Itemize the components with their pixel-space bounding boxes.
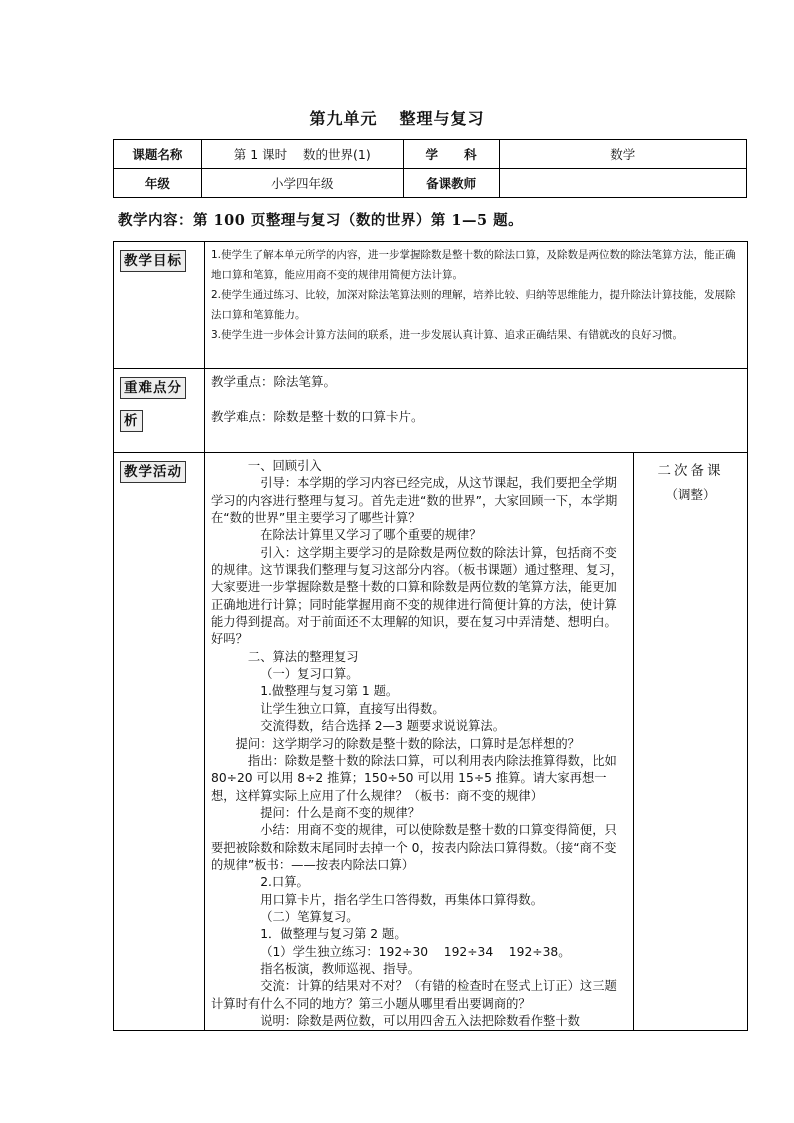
label-grade: 年级 xyxy=(114,169,202,198)
keys-cell xyxy=(205,369,748,453)
activity-line: 交流得数，结合选择 2—3 题要求说说算法。 xyxy=(260,719,505,734)
activity-line: 小结：用商不变的规律，可以使除数是整十数的口算变得简便，只要把被除数和除数末尾同时去掉一个 0，按表内除法口算得数。（接“商不变的规律”板书：——按表内除法口算） xyxy=(211,823,617,872)
teaching-content: 教学内容：第 100 页整理与复习（数的世界）第 1—5 题。 xyxy=(118,212,524,229)
label-subject: 学 科 xyxy=(403,140,499,169)
goal-item: 3.使学生进一步体会计算方法间的联系，进一步发展认真计算、追求正确结果、有错就改的良好习惯。 xyxy=(211,329,684,341)
activity-line: 让学生独立口算，直接写出得数。 xyxy=(260,701,445,716)
activity-cell xyxy=(205,453,634,1031)
activity-tag-cell xyxy=(114,453,205,1031)
activity-line: 说明：除数是两位数，可以用四舍五入法把除数看作整十数 xyxy=(260,1014,580,1028)
activity-line: 二、算法的整理复习 xyxy=(247,649,359,664)
activity-line: 引入：这学期主要学习的是除数是两位数的除法计算，包括商不变的规律。这节课我们整理与复习这部分内容。（板书课题）通过整理、复习，大家要进一步掌握除数是整十数的口算和除数是两位数的笔算方法，能更加正确地进行计算；同时能掌握用商不变的规律进行简便计算的方法，使计算能力得到提高。对于前面还不太理解的知识，要在复习中弄清楚、想明白。好吗？ xyxy=(211,545,623,647)
activity-line: （二）笔算复习。 xyxy=(260,909,359,924)
label-teacher: 备课教师 xyxy=(403,169,499,198)
activity-line: 引导：本学期的学习内容已经完成，从这节课起，我们要把全学期学习的内容进行整理与复习。首先走进“数的世界”，大家回顾一下，本学期在“数的世界”里主要学习了哪些计算？ xyxy=(211,476,618,526)
key-point: 教学重点：除法笔算。 xyxy=(211,374,337,389)
activity-line: （一）复习口算。 xyxy=(260,667,359,682)
page-title xyxy=(0,106,794,129)
lesson-info-table xyxy=(113,139,747,198)
goals-tag-cell xyxy=(114,242,205,369)
activity-line: （1）学生独立练习：192÷30 192÷34 192÷38。 xyxy=(260,944,571,959)
activity-row xyxy=(114,453,748,1031)
difficult-point: 教学难点：除数是整十数的口算卡片。 xyxy=(211,409,424,424)
goals-cell xyxy=(205,242,748,369)
keys-row xyxy=(114,369,748,453)
value-grade: 小学四年级 xyxy=(201,169,403,198)
goal-item: 1.使学生了解本单元所学的内容，进一步掌握除数是整十数的除法口算，及除数是两位数的除法笔算方法，能正确地口算和笔算，能应用商不变的规律用简便方法计算。 xyxy=(211,249,736,281)
activity-line: 1.做整理与复习第 1 题。 xyxy=(260,684,399,699)
keys-tag-line2: 析 xyxy=(120,410,143,432)
value-subject: 数学 xyxy=(499,140,746,169)
label-course: 课题名称 xyxy=(114,140,202,169)
info-row-grade xyxy=(114,169,747,198)
unit-subtitle: 整理与复习 xyxy=(399,109,485,128)
goals-tag: 教学目标 xyxy=(120,250,186,272)
activity-line: 交流：计算的结果对不对？（有错的检查时在竖式上订正）这三题计算时有什么不同的地方？第三小题从哪里看出要调商的？ xyxy=(211,979,617,1011)
activity-line: 1．做整理与复习第 2 题。 xyxy=(260,927,407,942)
second-prep-cell xyxy=(634,453,748,1031)
activity-line: 2.口算。 xyxy=(260,875,309,890)
activity-line: 用口算卡片，指名学生口答得数，再集体口算得数。 xyxy=(260,892,544,907)
goals-row xyxy=(114,242,748,369)
activity-line: 在除法计算里又学习了哪个重要的规律？ xyxy=(260,528,482,543)
lesson-plan-table xyxy=(113,241,748,1031)
value-course: 第 1 课时 数的世界(1) xyxy=(201,140,403,169)
info-row-course xyxy=(114,140,747,169)
value-teacher xyxy=(499,169,746,198)
activity-line: 指名板演，教师巡视、指导。 xyxy=(260,961,421,976)
keys-tag-cell xyxy=(114,369,205,453)
goal-item: 2.使学生通过练习、比较，加深对除法笔算法则的理解，培养比较、归纳等思维能力，提升除法计算技能，发展除法口算和笔算能力。 xyxy=(211,289,736,321)
activity-line: 提问：什么是商不变的规律？ xyxy=(260,805,421,820)
keys-tag-line1: 重难点分 xyxy=(120,377,186,399)
activity-line: 提问：这学期学习的除数是整十数的除法，口算时是怎样想的？ xyxy=(235,736,580,751)
second-prep-sub: （调整） xyxy=(665,487,716,502)
activity-tag: 教学活动 xyxy=(120,461,186,483)
unit-title: 第九单元 xyxy=(309,109,378,128)
activity-line: 指出：除数是整十数的除法口算，可以利用表内除法推算得数，比如 80÷20 可以用 8÷2 推算；150÷50 可以用 15÷5 推算。请大家再想一想，这样算实际上应用了什么规律？（板书：商不变的规律） xyxy=(211,753,617,803)
activity-line: 一、回顾引入 xyxy=(247,459,322,473)
second-prep-label: 二次备课 xyxy=(657,463,724,479)
